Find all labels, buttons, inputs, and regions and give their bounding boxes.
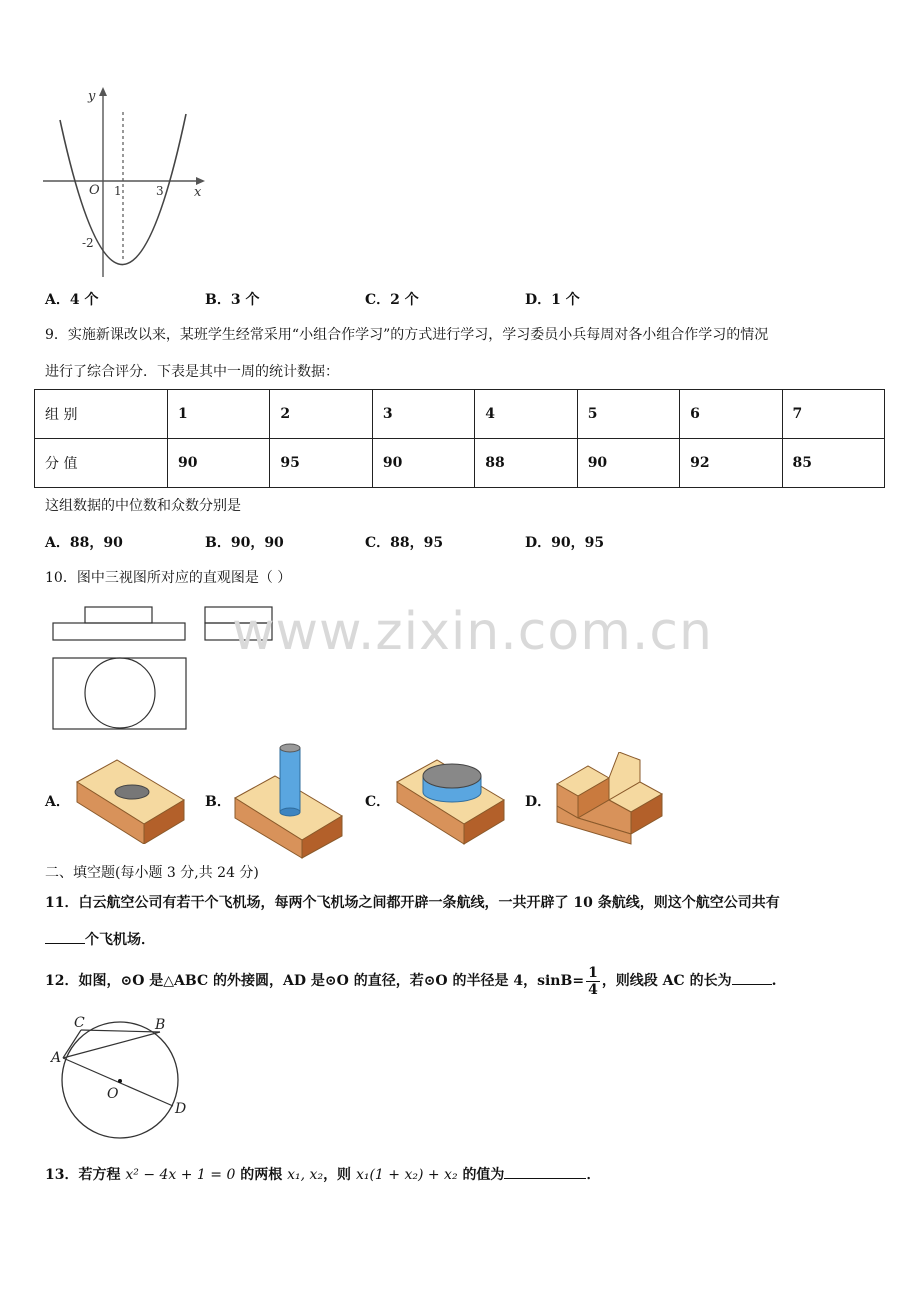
q9-question: 这组数据的中位数和众数分别是 xyxy=(45,498,241,514)
table-cell: 95 xyxy=(270,439,372,488)
q13-prefix: 13．若方程 xyxy=(45,1167,121,1183)
watermark: www.zixin.com.cn xyxy=(232,602,713,662)
q11-line-1: 11．白云航空公司有若干个飞机场，每两个飞机场之间都开辟一条航线，一共开辟了 10 条航线，则这个航空公司共有 xyxy=(45,895,780,911)
q13-end: ． xyxy=(586,1167,601,1183)
q10-label-c: C． xyxy=(365,794,391,810)
table-row xyxy=(35,439,885,488)
q8-option-c: C．2 个 xyxy=(365,292,419,308)
q13-expression: x₁(1 + x₂) + x₂ xyxy=(355,1167,458,1183)
q12-text xyxy=(45,962,776,1000)
table-cell: 3 xyxy=(372,390,474,439)
q13-middle: 的两根 xyxy=(240,1167,283,1183)
answer-blank[interactable] xyxy=(732,970,772,985)
q11-line-2 xyxy=(45,929,155,950)
fraction-numerator: 1 xyxy=(588,964,598,981)
section-2-heading: 二、填空题(每小题 3 分,共 24 分) xyxy=(45,865,259,881)
fraction xyxy=(586,965,600,998)
option-c-block-with-disc xyxy=(394,748,510,848)
origin-label: O xyxy=(89,183,100,198)
table-header-cell: 组 别 xyxy=(35,390,168,439)
q13-suffix: 的值为 xyxy=(462,1167,505,1183)
q12-before: 12．如图，⊙O 是△ABC 的外接圆，AD 是⊙O 的直径，若⊙O 的半径是 4，sinB= xyxy=(45,973,585,989)
point-c-label: C xyxy=(74,1015,85,1031)
point-o-label: O xyxy=(107,1086,119,1102)
answer-blank[interactable] xyxy=(504,1164,586,1179)
tick-3: 3 xyxy=(156,184,164,198)
point-a-label: A xyxy=(51,1050,62,1066)
q9-line-2: 进行了综合评分．下表是其中一周的统计数据： xyxy=(45,364,339,380)
option-b-block-with-cylinder xyxy=(232,740,348,860)
q9-option-a: A．88，90 xyxy=(45,535,123,551)
q9-option-d: D．90，95 xyxy=(525,535,605,551)
q13-comma: ，则 xyxy=(323,1167,352,1183)
tick-1: 1 xyxy=(114,184,122,198)
table-cell: 85 xyxy=(782,439,884,488)
table-cell: 90 xyxy=(168,439,270,488)
q8-option-b: B．3 个 xyxy=(205,292,260,308)
q13-text xyxy=(45,1164,600,1185)
table-cell: 5 xyxy=(577,390,679,439)
table-cell: 6 xyxy=(680,390,782,439)
option-a-block-with-hole xyxy=(72,752,188,844)
q9-option-b: B．90，90 xyxy=(205,535,284,551)
q9-line-1: 9．实施新课改以来，某班学生经常采用“小组合作学习”的方式进行学习，学习委员小兵每周对各小组合作学习的情况 xyxy=(45,327,769,343)
table-cell: 90 xyxy=(577,439,679,488)
q8-option-a: A．4 个 xyxy=(45,292,99,308)
table-row xyxy=(35,390,885,439)
q10-stem: 10．图中三视图所对应的直观图是（ ） xyxy=(45,570,292,586)
table-cell: 92 xyxy=(680,439,782,488)
parabola-graph xyxy=(38,82,213,280)
q12-after: ，则线段 AC 的长为 xyxy=(601,973,732,989)
q10-label-b: B． xyxy=(205,794,231,810)
q10-label-d: D． xyxy=(525,794,552,810)
q13-equation: x² − 4x + 1 = 0 xyxy=(125,1167,236,1183)
answer-blank[interactable] xyxy=(45,929,85,944)
table-header-cell: 分 值 xyxy=(35,439,168,488)
table-cell: 90 xyxy=(372,439,474,488)
q10-label-a: A． xyxy=(45,794,70,810)
q9-option-c: C．88，95 xyxy=(365,535,444,551)
table-cell: 4 xyxy=(475,390,577,439)
q13-roots: x₁, x₂ xyxy=(287,1167,324,1183)
fraction-denominator: 4 xyxy=(588,981,598,998)
table-cell: 2 xyxy=(270,390,372,439)
q9-stats-table xyxy=(34,389,885,488)
y-axis-label: y xyxy=(88,89,96,104)
table-cell: 1 xyxy=(168,390,270,439)
tick-neg2: -2 xyxy=(82,236,94,250)
q11-line-2-text: 个飞机场． xyxy=(85,932,155,948)
option-d-stepped-block xyxy=(554,752,666,848)
q8-option-d: D．1 个 xyxy=(525,292,580,308)
q12-end: . xyxy=(771,973,777,989)
table-cell: 88 xyxy=(475,439,577,488)
x-axis-label: x xyxy=(194,185,202,200)
circle-diagram xyxy=(48,1014,198,1144)
point-d-label: D xyxy=(175,1101,187,1117)
table-cell: 7 xyxy=(782,390,884,439)
point-b-label: B xyxy=(155,1017,166,1033)
